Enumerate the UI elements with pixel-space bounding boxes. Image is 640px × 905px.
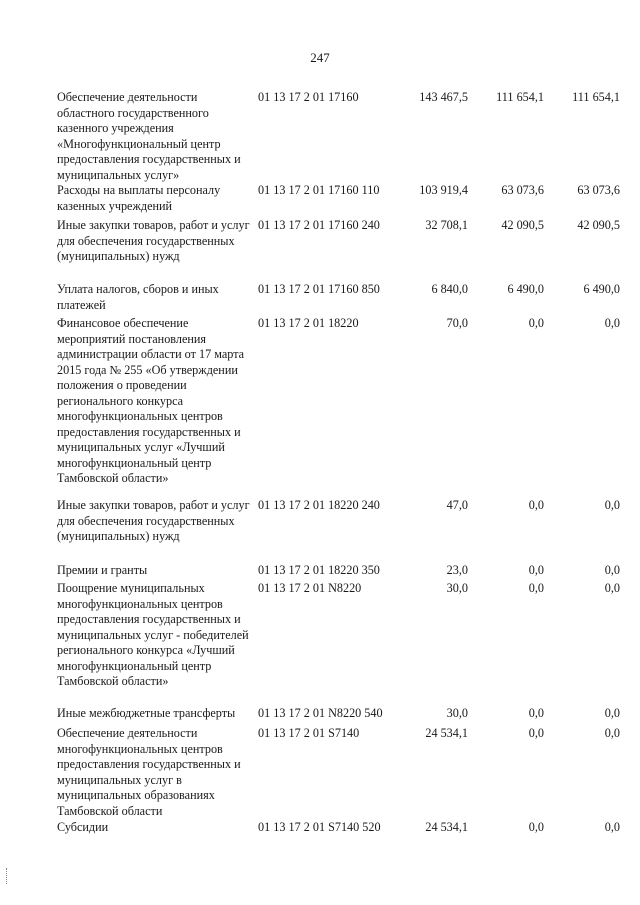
row-name: Иные межбюджетные трансферты bbox=[57, 706, 236, 720]
row-name: Уплата налогов, сборов и иных платежей bbox=[57, 282, 219, 312]
row-value-3: 6 490,0 bbox=[583, 282, 620, 296]
row-code: 01 13 17 2 01 17160 240 bbox=[258, 218, 380, 232]
row-name: Расходы на выплаты персоналу казенных учреждений bbox=[57, 183, 221, 213]
row-name: Финансовое обеспечение мероприятий постановления администрации области от 17 марта 2015 года № 255 «Об утверждении положения о проведении регионального конкурса многофункциональных центров предоставления государственных и муниципальных услуг «Лучший многофункциональный центр Тамбовской области» bbox=[57, 316, 245, 485]
row-value-2: 0,0 bbox=[528, 581, 544, 595]
row-code: 01 13 17 2 01 18220 240 bbox=[258, 498, 380, 512]
row-value-1: 103 919,4 bbox=[419, 183, 468, 197]
row-value-1: 30,0 bbox=[446, 581, 468, 595]
row-name: Обеспечение деятельности многофункциональных центров предоставления государственных и муниципальных услуг в муниципальных образованиях Тамбовской области bbox=[57, 726, 241, 818]
row-value-2: 6 490,0 bbox=[507, 282, 544, 296]
row-value-2: 63 073,6 bbox=[501, 183, 544, 197]
row-value-2: 0,0 bbox=[528, 706, 544, 720]
row-value-3: 0,0 bbox=[604, 498, 620, 512]
row-value-1: 30,0 bbox=[446, 706, 468, 720]
row-value-1: 23,0 bbox=[446, 563, 468, 577]
row-name: Обеспечение деятельности областного государственного казенного учреждения «Многофункциональный центр предоставления государственных и муниципальных услуг» bbox=[57, 90, 241, 182]
row-name: Поощрение муниципальных многофункциональных центров предоставления государственных и муниципальных услуг - победителей регионального конкурса «Лучший многофункциональный центр Тамбовской области» bbox=[57, 581, 249, 688]
row-value-3: 42 090,5 bbox=[577, 218, 620, 232]
page-number: 247 bbox=[310, 50, 330, 65]
row-value-1: 24 534,1 bbox=[425, 726, 468, 740]
row-value-2: 0,0 bbox=[528, 563, 544, 577]
row-value-1: 24 534,1 bbox=[425, 820, 468, 834]
row-value-2: 0,0 bbox=[528, 498, 544, 512]
row-value-3: 0,0 bbox=[604, 706, 620, 720]
row-value-2: 0,0 bbox=[528, 726, 544, 740]
row-name: Иные закупки товаров, работ и услуг для обеспечения государственных (муниципальных) нужд bbox=[57, 498, 250, 543]
row-value-1: 70,0 bbox=[446, 316, 468, 330]
row-value-1: 32 708,1 bbox=[425, 218, 468, 232]
row-value-1: 47,0 bbox=[446, 498, 468, 512]
row-code: 01 13 17 2 01 18220 350 bbox=[258, 563, 380, 577]
row-value-3: 63 073,6 bbox=[577, 183, 620, 197]
row-value-3: 0,0 bbox=[604, 820, 620, 834]
row-value-2: 42 090,5 bbox=[501, 218, 544, 232]
row-value-2: 111 654,1 bbox=[496, 90, 544, 104]
row-code: 01 13 17 2 01 17160 110 bbox=[258, 183, 380, 197]
row-value-2: 0,0 bbox=[528, 820, 544, 834]
row-code: 01 13 17 2 01 17160 850 bbox=[258, 282, 380, 296]
row-value-3: 0,0 bbox=[604, 316, 620, 330]
row-value-3: 0,0 bbox=[604, 563, 620, 577]
row-value-1: 143 467,5 bbox=[419, 90, 468, 104]
row-code: 01 13 17 2 01 N8220 540 bbox=[258, 706, 383, 720]
row-code: 01 13 17 2 01 N8220 bbox=[258, 581, 362, 595]
scan-edge-mark bbox=[6, 868, 9, 884]
row-value-2: 0,0 bbox=[528, 316, 544, 330]
row-code: 01 13 17 2 01 17160 bbox=[258, 90, 359, 104]
row-name: Субсидии bbox=[57, 820, 109, 834]
row-code: 01 13 17 2 01 18220 bbox=[258, 316, 359, 330]
row-name: Премии и гранты bbox=[57, 563, 148, 577]
row-value-3: 0,0 bbox=[604, 581, 620, 595]
row-code: 01 13 17 2 01 S7140 bbox=[258, 726, 360, 740]
row-name: Иные закупки товаров, работ и услуг для обеспечения государственных (муниципальных) нужд bbox=[57, 218, 250, 263]
row-code: 01 13 17 2 01 S7140 520 bbox=[258, 820, 381, 834]
row-value-3: 0,0 bbox=[604, 726, 620, 740]
row-value-1: 6 840,0 bbox=[431, 282, 468, 296]
row-value-3: 111 654,1 bbox=[572, 90, 620, 104]
